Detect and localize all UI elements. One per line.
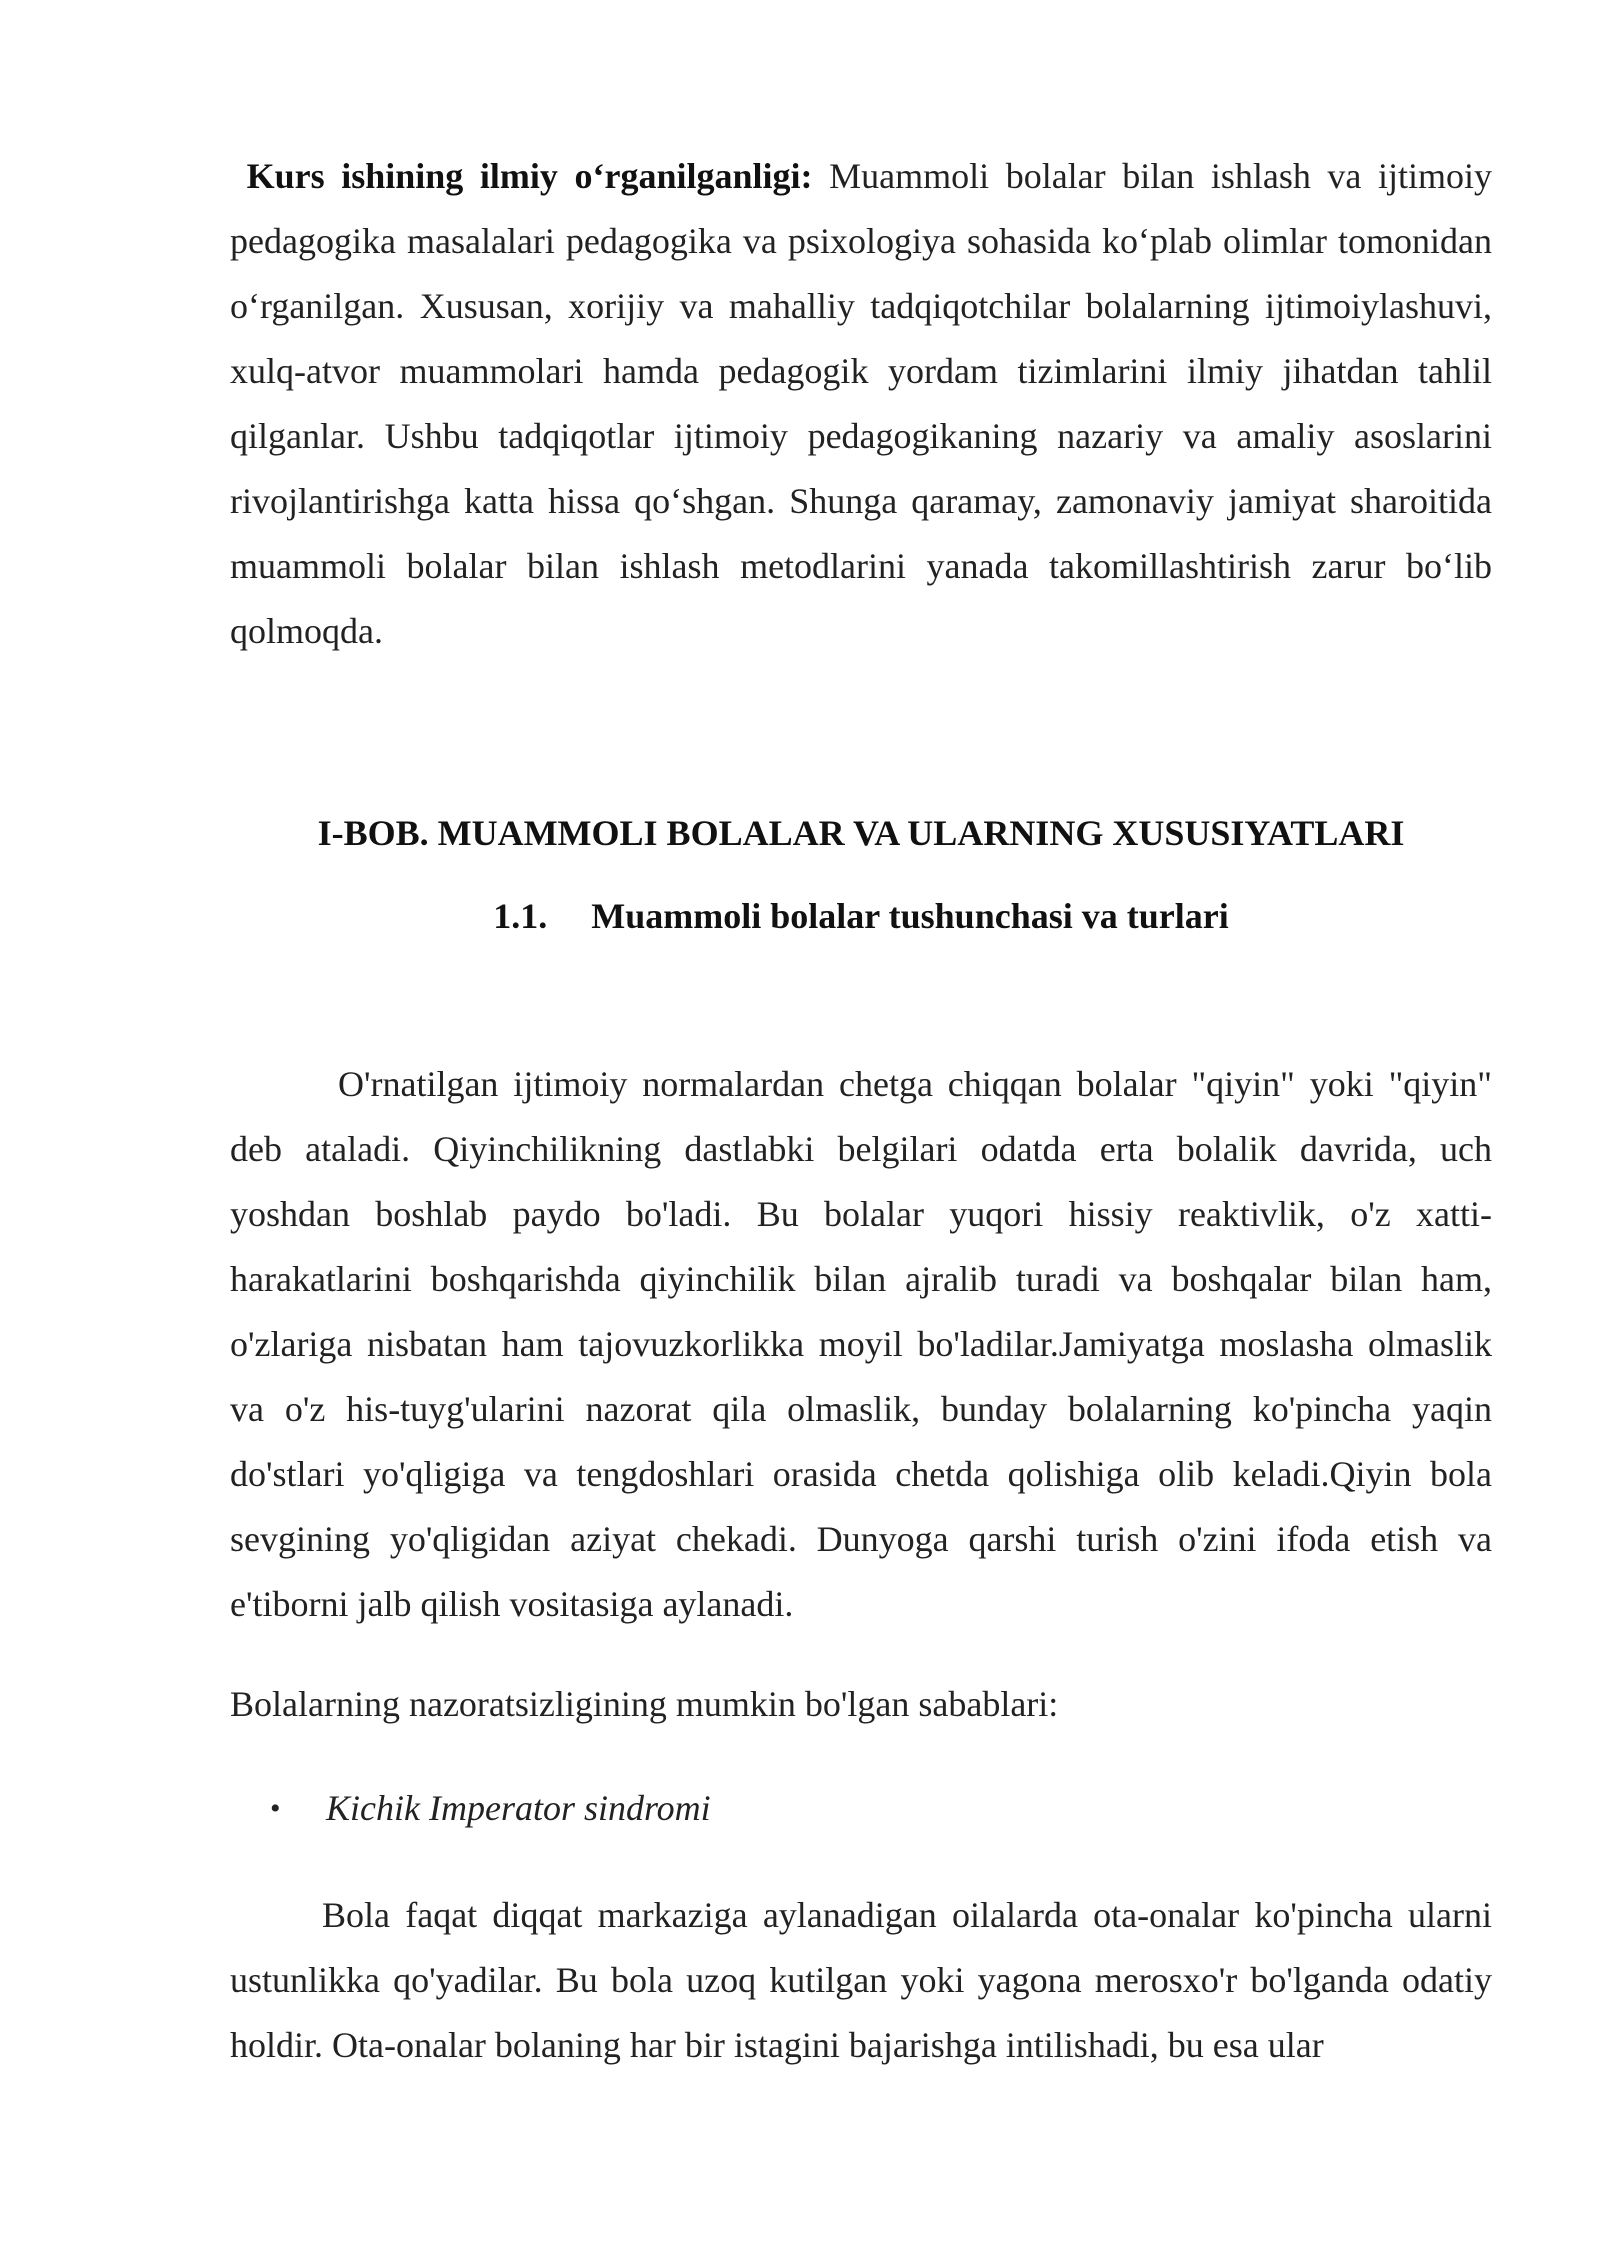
intro-lead: Kurs ishining ilmiy o‘rganilganligi: — [246, 156, 813, 196]
chapter-title: I-BOB. MUAMMOLI BOLALAR VA ULARNING XUSUSIYATLARI — [317, 813, 1405, 853]
bullet-icon: • — [270, 1792, 281, 1825]
paragraph-difficult-children: O'rnatilgan ijtimoiy normalardan chetga chiqqan bolalar "qiyin" yoki "qiyin" deb ataladi. Qiyinchilikning dastlabki belgilari odatda erta bolalik davrida, uch yoshdan boshlab paydo bo'ladi. Bu bolalar yuqori hissiy reaktivlik, o'z xatti-harakatlarini boshqarishda qiyinchilik bilan ajralib turadi va boshqalar bilan ham, o'zlariga nisbatan ham tajovuzkorlikka moyil bo'ladilar.Jamiyatga moslasha olmaslik va o'z his-tuyg'ularini nazorat qila olmaslik, bunday bolalarning ko'pincha yaqin do'stlari yo'qligiga va tengdoshlari orasida chetda qolishiga olib keladi.Qiyin bola sevgining yo'qligidan aziyat chekadi. Dunyoga qarshi turish o'zini ifoda etish va e'tiborni jalb qilish vositasiga aylanadi. — [230, 1064, 1492, 1624]
paragraph-little-emperor: Bola faqat diqqat markaziga aylanadigan oilalarda ota-onalar ko'pincha ularni ustunlikka qo'yadilar. Bu bola uzoq kutilgan yoki yagona merosxo'r bo'lganda odatiy holdir. Ota-onalar bolaning har bir istagini bajarishga intilishadi, bu esa ular — [230, 1895, 1492, 2065]
section-heading — [230, 891, 1492, 941]
causes-intro: Bolalarning nazoratsizligining mumkin bo'lgan sabablari: — [230, 1684, 1059, 1724]
section-number: 1.1. — [493, 896, 548, 936]
section-title: Muammoli bolalar tushunchasi va turlari — [591, 896, 1229, 936]
intro-text: Muammoli bolalar bilan ishlash va ijtimoiy pedagogika masalalari pedagogika va psixologiya sohasida ko‘plab olimlar tomonidan o‘rganilgan. Xususan, xorijiy va mahalliy tadqiqotchilar bolalarning ijtimoiylashuvi, xulq-atvor muammolari hamda pedagogik yordam tizimlarini ilmiy jihatdan tahlil qilganlar. Ushbu tadqiqotlar ijtimoiy pedagogikaning nazariy va amaliy asoslarini rivojlantirishga katta hissa qo‘shgan. Shunga qaramay, zamonaviy jamiyat sharoitida muammoli bolalar bilan ishlash metodlarini yanada takomillashtirish zarur bo‘lib qolmoqda. — [230, 156, 1493, 651]
list-item-label: Kichik Imperator sindromi — [326, 1788, 711, 1828]
intro-paragraph — [230, 144, 1492, 664]
